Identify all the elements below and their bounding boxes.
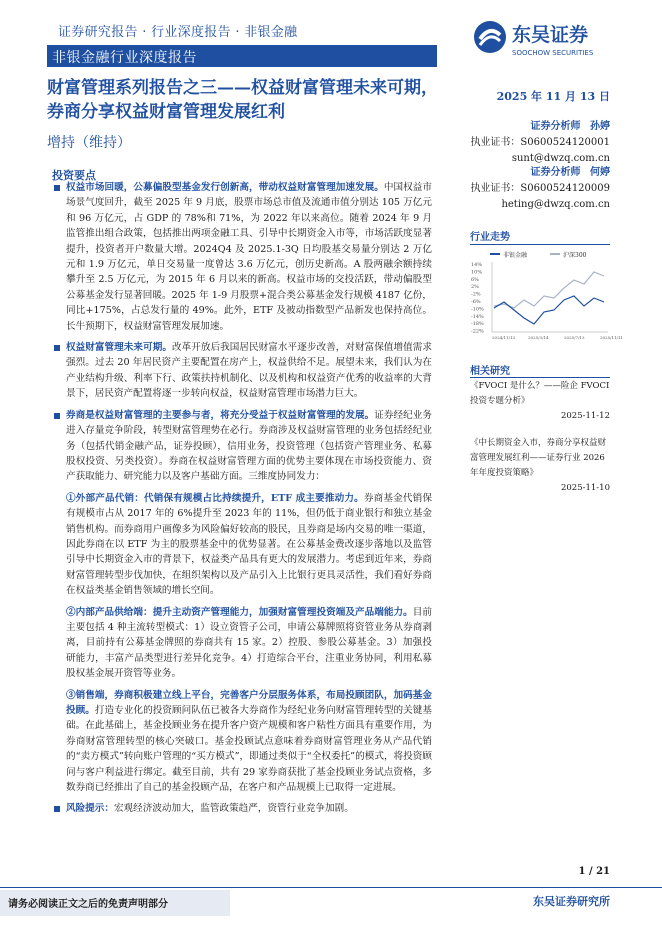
analyst-role: 证券分析师 bbox=[530, 167, 581, 178]
divider bbox=[470, 377, 610, 378]
related-heading: 相关研究 bbox=[470, 366, 510, 377]
logo-en: SOOCHOW SECURITIES bbox=[512, 49, 594, 57]
related-title[interactable]: 《FVOCI 是什么？——险企 FVOCI 投资专题分析》 bbox=[470, 381, 610, 406]
y-tick-label: 2% bbox=[471, 284, 479, 291]
analyst-cert: 执业证书：S0600524120009 bbox=[470, 183, 610, 194]
y-tick-label: -2% bbox=[471, 291, 481, 298]
trend-chart bbox=[470, 248, 624, 344]
trend-heading: 行业走势 bbox=[470, 232, 510, 243]
sub-point-1: ①外部产品代销：代销保有规模占比持续提升，ETF 成主要推动力。券商基金代销保有规模市占从 2017 年的 6%提升至 2023 年的 11%，但仍低于商业银行和独立基金销售机构。而券商用户画像多为风险偏好较高的股民，且券商是场内交易的唯一渠道，因此券商在以 ETF 为主的股票基金中的优势显著。在公募基金费改逐步落地以及监管引导中长期资金入市的背景下，权益类产品具有更大的发展潜力。考虑到近年来，券商财富管理转型步伐加快，在组织架构以及产品引入上比银行更具灵活性，我们看好券商在权益类基金销售领域的增长空间。 bbox=[66, 492, 432, 597]
y-tick-label: 6% bbox=[471, 276, 479, 283]
y-tick-label: -10% bbox=[471, 306, 484, 313]
sub-point-2: ②内部产品供给端：提升主动资产管理能力，加强财富管理投资端及产品端能力。目前主要包括 4 种主流转型模式：1）设立资管子公司，申请公募牌照将资管业务从券商剥离，目前持有公募基金牌照的券商共有 15 家。2）控股、参股公募基金。3）加强投研能力，丰富产品类型进行差异化竞争。4）打造综合平台，注重业务协同，利用私募股权基金展开资管等业务。 bbox=[66, 606, 433, 680]
legend-2: 沪深300 bbox=[563, 252, 587, 259]
analyst-email[interactable]: sunt@dwzq.com.cn bbox=[511, 153, 610, 164]
key-points-body bbox=[52, 180, 432, 823]
x-tick-label: 2025/3/14 bbox=[528, 335, 549, 340]
rating: 增持（维持） bbox=[47, 135, 131, 151]
analyst-cert: 执业证书：S0600524120001 bbox=[470, 137, 610, 148]
company-logo bbox=[470, 17, 610, 65]
x-tick-label: 2025/7/13 bbox=[564, 335, 585, 340]
logo-mark-icon bbox=[470, 17, 610, 61]
risk-warning: 风险提示：宏观经济波动加大，监管政策趋严，资管行业竞争加剧。 bbox=[52, 801, 432, 816]
analyst-1 bbox=[470, 119, 610, 167]
footer-divider bbox=[0, 887, 662, 888]
related-date: 2025-11-10 bbox=[560, 483, 610, 493]
related-date: 2025-11-12 bbox=[560, 411, 610, 421]
series-nonbank bbox=[494, 296, 604, 324]
x-tick-label: 2025/11/11 bbox=[600, 335, 624, 340]
y-tick-label: 10% bbox=[471, 269, 483, 276]
analyst-name: 孙婷 bbox=[590, 121, 610, 132]
page-number: 1 / 21 bbox=[578, 866, 610, 877]
disclaimer-note: 请务必阅读正文之后的免责声明部分 bbox=[8, 899, 168, 910]
related-item-2[interactable] bbox=[470, 436, 610, 496]
analyst-role: 证券分析师 bbox=[530, 121, 581, 132]
y-tick-label: -18% bbox=[471, 321, 484, 328]
y-tick-label: -6% bbox=[471, 299, 481, 305]
report-title: 财富管理系列报告之三——权益财富管理未来可期，券商分享权益财富管理发展红利 bbox=[47, 78, 438, 122]
report-type-label: 非银金融行业深度报告 bbox=[52, 50, 197, 66]
analyst-2 bbox=[470, 165, 610, 213]
legend-1: 非银金融 bbox=[503, 252, 528, 259]
point-2: 权益财富管理未来可期。改革开放后我国居民财富水平逐步改善，对财富保值增值需求强烈。过去 20 年居民资产主要配置在房产上，权益供给不足。展望未来，我们认为在产业结构升级、利率下行、政策扶持机制化、以及机构和权益资产优秀的收益率的大背景下，居民资产配置将逐一步转向权益，权益财富管理市场潜力巨大。 bbox=[52, 340, 432, 402]
related-title[interactable]: 《中长期资金入市，券商分享权益财富管理发展红利——证券行业 2026 年年度投资策略》 bbox=[470, 438, 607, 478]
y-tick-label: -14% bbox=[471, 313, 484, 320]
related-item-1[interactable] bbox=[470, 379, 610, 424]
divider bbox=[470, 244, 610, 245]
y-tick-label: -22% bbox=[471, 328, 484, 335]
sub-point-3: ③销售端，券商积极建立线上平台，完善客户分层服务体系，布局投顾团队，加码基金投顾。打造专业化的投资顾问队伍已被各大券商作为经纪业务向财富管理转型的关键基础。在此基础上，基金投顾业务在提升客户资产规模和客户粘性方面具有重要作用，为券商财富管理转型的核心突破口。基金投顾试点意味着券商财富管理业务从产品代销的“卖方模式”转向账户管理的“买方模式”，即通过类似于“全权委托”的模式，将投资顾问与客户利益进行绑定。截至目前，共有 29 家券商获批了基金投顾业务试点资格，多数券商已经推出了自己的基金投顾产品，在客户和产品规模上已取得一定进展。 bbox=[66, 689, 433, 794]
breadcrumb: 证券研究报告 · 行业深度报告 · 非银金融 bbox=[58, 25, 298, 40]
key-points-heading: 投资要点 bbox=[52, 169, 96, 182]
analyst-name: 何婷 bbox=[590, 167, 610, 178]
logo-cn: 东吴证券 bbox=[512, 24, 589, 46]
footer-org: 东吴证券研究所 bbox=[533, 895, 610, 908]
point-3: 券商是权益财富管理的主要参与者，将充分受益于权益财富管理的发展。证券经纪业务进入存量竞争阶段，转型财富管理势在必行。券商涉及权益财富管理的业务包括经纪业务（包括代销金融产品，证券投顾），信用业务，投资管理（包括资产管理业务、私募股权投资、另类投资）。券商在权益财富管理方面的优势主要体现在市场投资能力、资产获取能力、研究能力以及客户基础方面。三维度协同发力： bbox=[52, 408, 432, 485]
report-date: 2025 年 11 月 13 日 bbox=[496, 90, 610, 103]
point-1: 权益市场回暖，公募偏股型基金发行创新高，带动权益财富管理加速发展。中国权益市场景气度回升，截至 2025 年 9 月底，股票市场总市值及流通市值分别达 105 万亿元和 96 万亿元，占 GDP 的 78%和 71%，为 2022 年以来高位。随着 2024 年 9 月监管推出组合政策，包括推出两项金融工具、引导中长期资金入市等，市场活跃度显著提升，投资者开户数量大增。2024Q4 及 2025.1-3Q 日均股基交易量分别达 2 万亿元和 1.9 万亿元，单日交易量一度曾达 3.6 万亿元，创历史新高。A 股两融余额持续攀升至 2.5 万亿元，为 2015 年 6 月以来的新高。权益市场的交投活跃，带动偏股型公募基金发行显著回暖。2025 年 1-9 月股票+混合类公募基金发行规模 4187 亿份，同比+175%，占总发行量的 49%。此外，ETF 及被动指数型产品新发也保持高位。长牛预期下，权益财富管理发展加速。 bbox=[52, 180, 432, 334]
y-tick-label: 14% bbox=[471, 262, 483, 268]
analyst-email[interactable]: heting@dwzq.com.cn bbox=[501, 199, 610, 210]
x-tick-label: 2024/11/13 bbox=[492, 335, 516, 340]
